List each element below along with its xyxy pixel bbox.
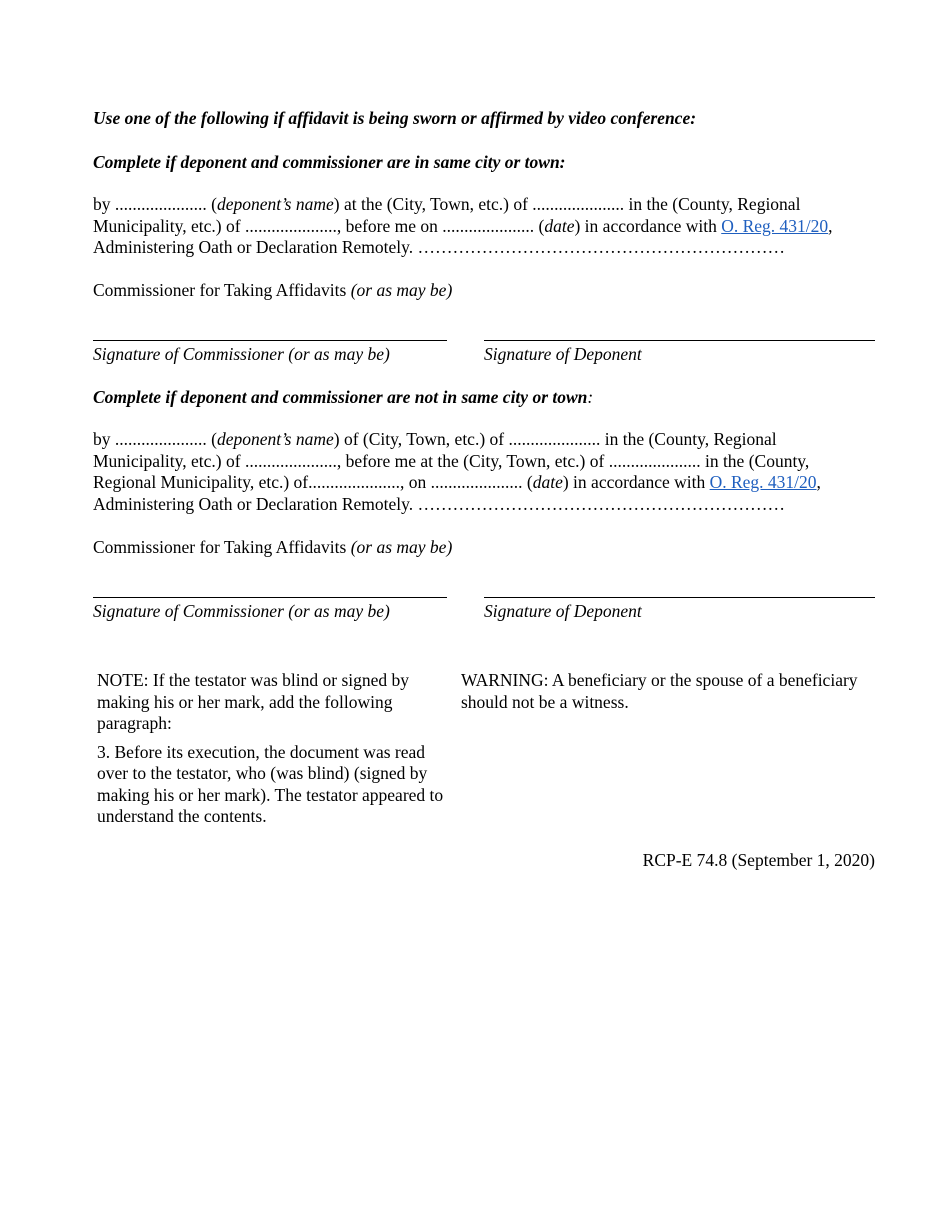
commissioner-signature-line bbox=[93, 340, 447, 341]
paragraph-line bbox=[93, 216, 893, 238]
commissioner-label: Commissioner for Taking Affidavits bbox=[93, 537, 351, 557]
text-fragment: ) of (City, Town, etc.) of ..................... in the (County, Regional bbox=[333, 429, 777, 449]
commissioner-title bbox=[93, 280, 893, 302]
section-different-city-heading bbox=[93, 387, 893, 409]
paragraph-line bbox=[93, 451, 893, 473]
text-fragment: ) at the (City, Town, etc.) of ..................... in the (County, Regional bbox=[333, 194, 801, 214]
section-same-city-paragraph bbox=[93, 194, 893, 259]
commissioner-signature-label: Signature of Commissioner (or as may be) bbox=[93, 601, 390, 621]
text-fragment: Administering Oath or Declaration Remotely. ……………………………………………………… bbox=[93, 493, 785, 514]
deponent-signature-line bbox=[484, 597, 875, 598]
paragraph-line bbox=[93, 494, 893, 516]
commissioner-suffix: (or as may be) bbox=[350, 537, 453, 557]
note-text: NOTE: If the testator was blind or signed by making his or her mark, add the following paragraph: bbox=[97, 670, 410, 733]
deponent-signature-line bbox=[484, 340, 875, 341]
video-conference-heading: Use one of the following if affidavit is being sworn or affirmed by video conference: bbox=[93, 108, 697, 128]
heading-text: Complete if deponent and commissioner are not in same city or town bbox=[93, 387, 588, 407]
o-reg-431-20-link[interactable]: O. Reg. 431/20 bbox=[709, 472, 817, 492]
o-reg-431-20-link[interactable]: O. Reg. 431/20 bbox=[721, 215, 829, 236]
warning-column bbox=[461, 670, 875, 713]
paragraph-line bbox=[93, 429, 893, 451]
section-different-city-paragraph bbox=[93, 429, 893, 515]
text-fragment: , bbox=[816, 472, 821, 492]
form-identifier: RCP-E 74.8 (September 1, 2020) bbox=[642, 850, 875, 870]
text-fragment: Municipality, etc.) of ....................., before me at the (City, Town, etc.) of ..................... in the (County, bbox=[93, 450, 810, 471]
text-fragment: ) in accordance with bbox=[562, 472, 710, 492]
note-paragraph-3: 3. Before its execution, the document was read over to the testator, who (was blind) (signed by making his or her mark). The testator appeared to understand the contents. bbox=[97, 741, 444, 826]
section-same-city-heading: Complete if deponent and commissioner are in same city or town: bbox=[93, 152, 566, 172]
paragraph-line bbox=[93, 237, 893, 259]
warning-text: WARNING: A beneficiary or the spouse of a beneficiary should not be a witness. bbox=[461, 670, 858, 712]
date-label: date bbox=[532, 472, 563, 492]
deponent-name-label: deponent’s name bbox=[216, 194, 334, 214]
text-fragment: , bbox=[828, 215, 833, 236]
date-label: date bbox=[544, 215, 575, 236]
note-column bbox=[97, 670, 453, 828]
deponent-signature-label: Signature of Deponent bbox=[484, 344, 642, 364]
text-fragment: ) in accordance with bbox=[574, 215, 722, 236]
text-fragment: by ..................... ( bbox=[93, 194, 217, 214]
text-fragment: Regional Municipality, etc.) of....................., on ..................... ( bbox=[93, 472, 533, 492]
text-fragment: Administering Oath or Declaration Remotely. ……………………………………………………… bbox=[93, 237, 785, 257]
paragraph-line bbox=[93, 472, 893, 494]
commissioner-title bbox=[93, 537, 893, 559]
deponent-name-label: deponent’s name bbox=[216, 429, 334, 449]
commissioner-label: Commissioner for Taking Affidavits bbox=[93, 280, 351, 300]
commissioner-signature-line bbox=[93, 597, 447, 598]
text-fragment: Municipality, etc.) of ....................., before me on ..................... ( bbox=[93, 215, 545, 236]
commissioner-suffix: (or as may be) bbox=[350, 280, 453, 300]
heading-colon: : bbox=[587, 387, 594, 407]
commissioner-signature-label: Signature of Commissioner (or as may be) bbox=[93, 344, 390, 364]
deponent-signature-label: Signature of Deponent bbox=[484, 601, 642, 621]
paragraph-line bbox=[93, 194, 893, 216]
text-fragment: by ..................... ( bbox=[93, 429, 217, 449]
